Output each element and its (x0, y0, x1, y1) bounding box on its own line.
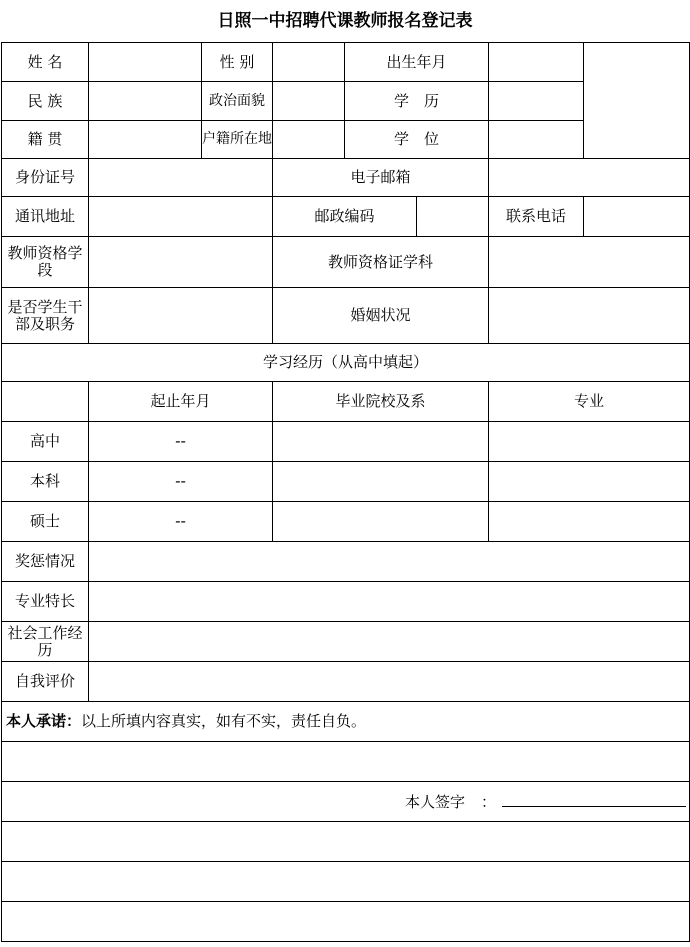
name-field[interactable] (89, 43, 202, 82)
phone-label: 联系电话 (489, 197, 584, 237)
name-label: 姓 名 (2, 43, 89, 82)
household-field[interactable] (273, 121, 345, 159)
signature-line[interactable] (502, 792, 686, 807)
awards-field[interactable] (89, 542, 690, 582)
cert-level-field[interactable] (89, 237, 273, 288)
specialty-label: 专业特长 (2, 582, 89, 622)
signature-row (2, 782, 690, 822)
study-row-label-bachelor: 本科 (2, 462, 89, 502)
native-place-field[interactable] (89, 121, 202, 159)
postcode-field[interactable] (417, 197, 489, 237)
social-work-field[interactable] (89, 622, 690, 662)
study-row-label-master: 硕士 (2, 502, 89, 542)
household-label: 户籍所在地 (202, 121, 273, 159)
specialty-field[interactable] (89, 582, 690, 622)
blank-row (2, 902, 690, 942)
signature-colon: ： (481, 793, 497, 811)
cert-subject-label: 教师资格证学科 (273, 237, 489, 288)
native-place-label: 籍 贯 (2, 121, 89, 159)
cadre-field[interactable] (89, 288, 273, 344)
cadre-label: 是否学生干部及职务 (2, 288, 89, 344)
phone-field[interactable] (584, 197, 690, 237)
awards-label: 奖惩情况 (2, 542, 89, 582)
postcode-label: 邮政编码 (273, 197, 417, 237)
pledge-text: 以上所填内容真实，如有不实，责任自负。 (81, 712, 367, 730)
study-header-major: 专业 (489, 382, 690, 422)
study-period-bachelor[interactable]: -- (89, 462, 273, 502)
birth-label: 出生年月 (345, 43, 489, 82)
blank-row (2, 822, 690, 862)
study-school-bachelor[interactable] (273, 462, 489, 502)
marital-field[interactable] (489, 288, 690, 344)
address-label: 通讯地址 (2, 197, 89, 237)
study-header-period: 起止年月 (89, 382, 273, 422)
social-work-label: 社会工作经历 (2, 622, 89, 662)
study-period-master[interactable]: -- (89, 502, 273, 542)
blank-row (2, 862, 690, 902)
study-major-master[interactable] (489, 502, 690, 542)
registration-form-table (1, 42, 690, 942)
study-row-label-highschool: 高中 (2, 422, 89, 462)
gender-label: 性 别 (202, 43, 273, 82)
study-header-school: 毕业院校及系 (273, 382, 489, 422)
study-school-highschool[interactable] (273, 422, 489, 462)
study-section-title: 学习经历（从高中填起） (2, 344, 690, 382)
email-label: 电子邮箱 (273, 159, 489, 197)
education-field[interactable] (489, 82, 584, 121)
signature-label: 本人签字 (404, 793, 465, 811)
study-major-bachelor[interactable] (489, 462, 690, 502)
political-field[interactable] (273, 82, 345, 121)
ethnicity-label: 民 族 (2, 82, 89, 121)
email-field[interactable] (489, 159, 690, 197)
gender-field[interactable] (273, 43, 345, 82)
pledge-label: 本人承诺： (6, 712, 82, 730)
self-eval-label: 自我评价 (2, 662, 89, 702)
degree-label: 学 位 (345, 121, 489, 159)
id-number-label: 身份证号 (2, 159, 89, 197)
study-school-master[interactable] (273, 502, 489, 542)
study-period-highschool[interactable]: -- (89, 422, 273, 462)
cert-subject-field[interactable] (489, 237, 690, 288)
degree-field[interactable] (489, 121, 584, 159)
political-label: 政治面貌 (202, 82, 273, 121)
address-field[interactable] (89, 197, 273, 237)
photo-box[interactable] (584, 43, 690, 159)
pledge-row (2, 702, 690, 742)
ethnicity-field[interactable] (89, 82, 202, 121)
study-major-highschool[interactable] (489, 422, 690, 462)
blank-row (2, 742, 690, 782)
birth-field[interactable] (489, 43, 584, 82)
education-label: 学 历 (345, 82, 489, 121)
form-title: 日照一中招聘代课教师报名登记表 (217, 11, 473, 31)
study-header-blank (2, 382, 89, 422)
cert-level-label: 教师资格学段 (2, 237, 89, 288)
marital-label: 婚姻状况 (273, 288, 489, 344)
self-eval-field[interactable] (89, 662, 690, 702)
id-number-field[interactable] (89, 159, 273, 197)
